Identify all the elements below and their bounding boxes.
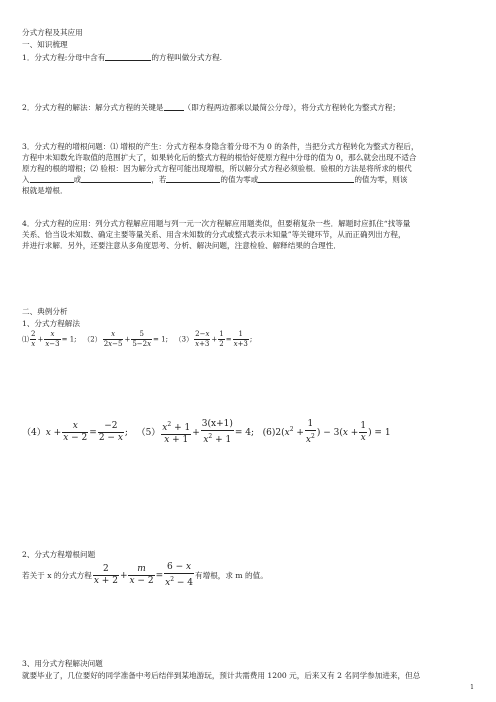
blank-field (105, 52, 151, 61)
item-1-text-b: 的方程叫做分式方程. (151, 53, 223, 62)
example-2-text-a: 若关于 x 的分式方程 (22, 571, 92, 580)
example-3-line-1: 就要毕业了，几位要好的同学准备中考后结伴到某地游玩，预计共需费用 1200 元，后来又有 2 名同学参加进来，但总 (22, 671, 421, 680)
blank-field (166, 174, 220, 183)
item-2-text-b: （即方程两边都乘以最简公分母），将分式方程转化为整式方程； (183, 103, 400, 112)
item-4-line-3: 并进行求解．另外，还要注意从多角度思考、分析、解决问题，注意检验、解释结果的合理性． (22, 241, 341, 250)
example-2-heading: 2、分式方程增根问题 (22, 550, 96, 559)
page-number: 1 (470, 684, 474, 691)
blank-field (81, 174, 151, 183)
item-3-text-e: 的值为零，则该 (354, 175, 408, 184)
example-1-heading: 1、分式方程解法 (22, 319, 80, 328)
example-2-problem (22, 562, 476, 589)
equation-row-1: ⑴ $\frac{2}{x}$ + $\frac{x}{x-3}$ = 1; （2） $\frac{x}{2x-5}$ + $\frac{5}{5-2x}$ = 1; （3） $\frac{2-x}{x+3}$ + $\frac{1}{2}$ = $\frac{1}{x+3}$ ; (22, 330, 253, 348)
item-3-text-b: 或 (73, 175, 82, 184)
blank-field (30, 174, 74, 183)
item-3-text-d: 的值为零或 (220, 175, 259, 184)
blank-field (164, 102, 184, 111)
item-1-text-a: 1．分式方程:分母中含有 (22, 53, 106, 62)
item-3-text-c: ，若 (151, 175, 167, 184)
doc-title: 分式方程及其应用 (22, 28, 83, 37)
section-1-heading: 一、知识梳理 (22, 40, 68, 49)
item-3-line-3: 原方程的根的增根；⑵ 验根：因为解分式方程可能出现增根，所以解分式方程必须验根．验根的方法是将所求的根代 (22, 164, 412, 173)
item-3-text-a: 入 (22, 175, 30, 184)
example-2-text-b: 有增根，求 m 的值。 (195, 571, 268, 580)
blank-field (258, 174, 354, 183)
example-2-equation: $\frac{2}{x + 2}$ + $\frac{m}{x - 2}$ = $\frac{6 - x}{x^2 - 4}$ (93, 562, 194, 588)
item-4-line-1: 4．分式方程的应用：列分式方程解应用题与列一元一次方程解应用题类似，但要稍复杂一些．解题时应抓住“找等量 (22, 219, 411, 228)
equation-row-2: （4）x + $\frac{x}{x - 2}$ = $\frac{-2}{2 - x}$ ; （5） $\frac{x^2 + 1}{x + 1}$ + $\frac{3(x+1)}{x^2 + 1}$ = 4; $(6)2(x^2$ + $\frac{1}{x^2}$ ) − 3(x + $\frac{1}{x}$ ) = 1 (22, 419, 391, 445)
item-3-line-2: 方程中未知数允许取值的范围扩大了，如果转化后的整式方程的根恰好使原方程中分母的值为 0，那么就会出现不适合 (22, 153, 417, 162)
item-3-line-4 (22, 174, 476, 185)
item-3-line-1: 3．分式方程的增根问题：⑴ 增根的产生：分式方程本身隐含着分母不为 0 的条件，当把分式方程转化为整式方程后， (22, 142, 419, 151)
section-2-heading: 二、典例分析 (22, 307, 68, 316)
item-4-line-2: 关系、恰当设未知数、确定主要等量关系、用含未知数的分式或整式表示未知量”等关键环节，从而正确列出方程， (22, 230, 406, 239)
item-3-line-5: 根就是增根． (22, 186, 68, 195)
item-1 (22, 52, 476, 63)
example-3-heading: 3、用分式方程解决问题 (22, 659, 103, 668)
item-2-text-a: 2．分式方程的解法：解分式方程的关键是 (22, 103, 164, 112)
item-2 (22, 102, 476, 113)
